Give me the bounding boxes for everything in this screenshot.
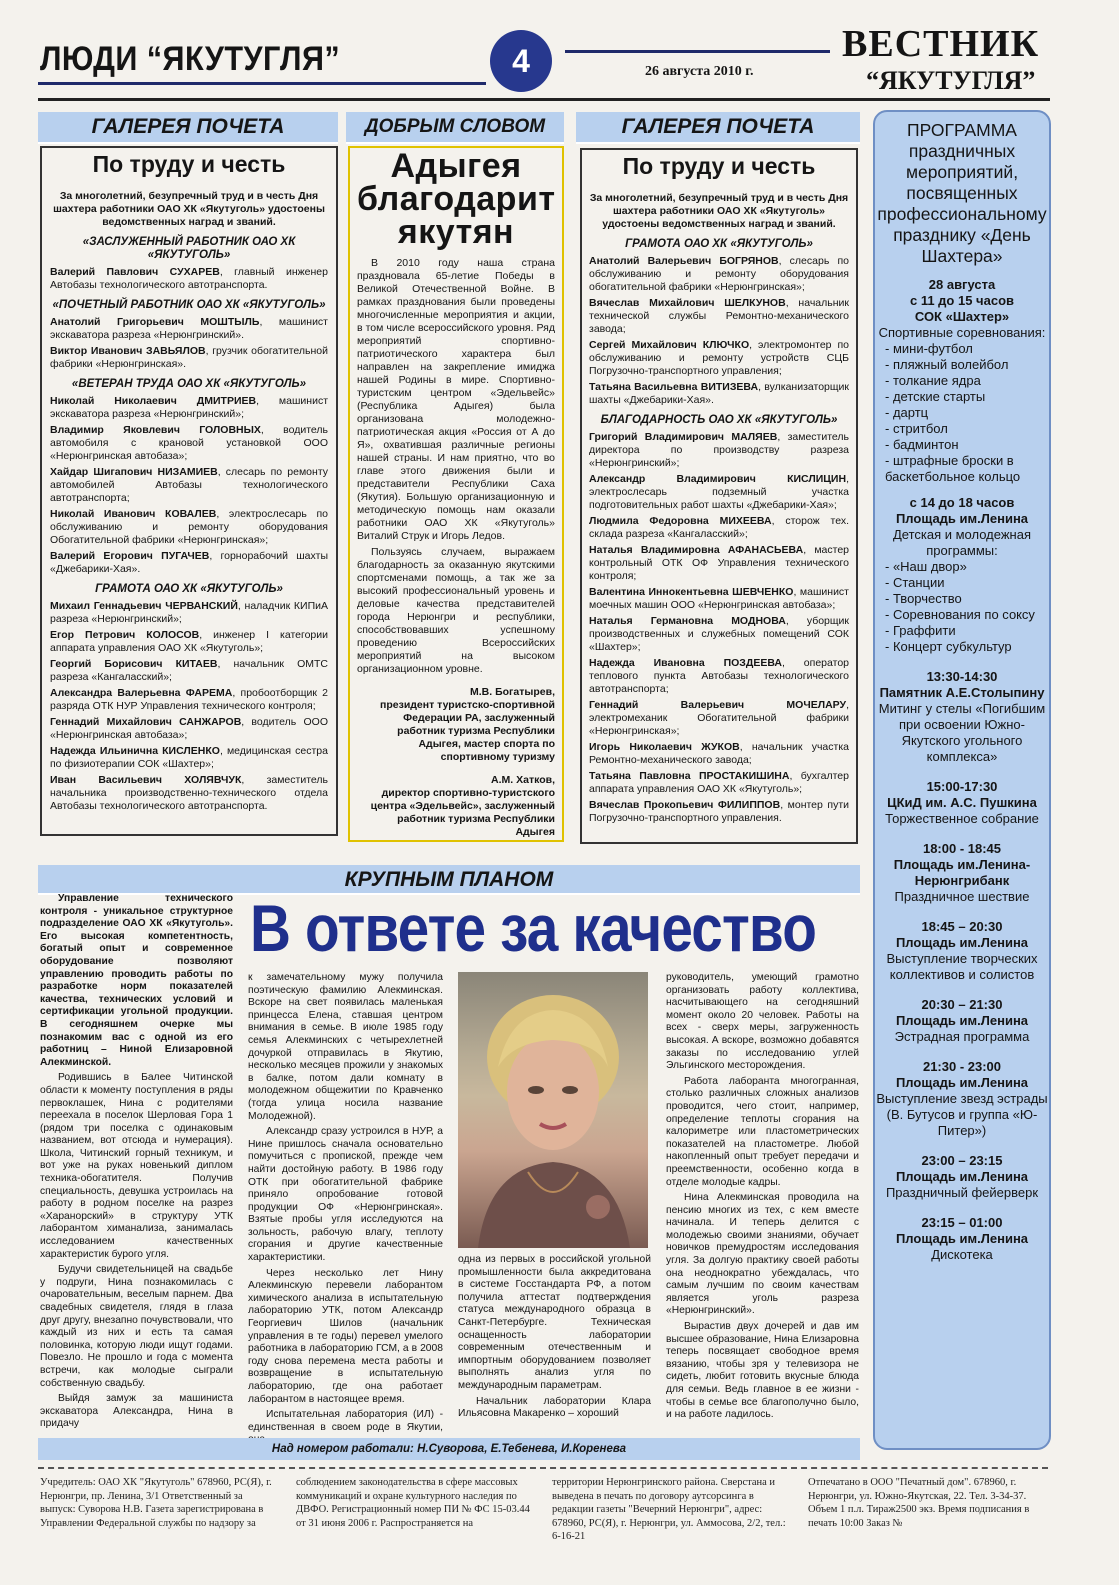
feature-paragraph: к замечательному мужу получила поэтическую фамилию Алекминская. Вскоре на свет появилась маленькая принцесса Елена, ставшая центром внимания в семье. В июле 1985 году семья Алекминских с четырехлетней дочуркой отправилась в Якутию, несколько месяцев прожили у знакомых в балке, потом дали комнату в молодежном общежитии по Кравченко (тогда улица носила название Молодежной). [248,972,443,1122]
program-block: с 14 до 18 часов Площадь им.Ленина Детская и молодежная программы: [892,495,1031,558]
header-rule-right [565,50,830,53]
award-heading: ГРАМОТА ОАО ХК «ЯКУТУГОЛЬ» [625,238,813,250]
honor-box-2 [580,148,858,844]
award-entry: Александр Владимирович КИСЛИЦИН, электрослесарь подземный участка подготовительных работ шахты «Джебарики-Хая»; [589,473,849,511]
award-entry: Геннадий Михайлович САНЖАРОВ, водитель ООО «Нерюнгринская автобаза»; [50,716,328,741]
adygea-title: Адыгея благодарит якутян [357,147,556,251]
feature-col-3 [458,1254,651,1424]
award-entry: Наталья Владимировна АФАНАСЬЕВА, мастер контрольный ОТК ОФ Управления технического контроля; [589,544,849,582]
feature-title: В ответе за качество [250,891,817,965]
header-rule-left [38,82,486,85]
award-entry: Иван Васильевич ХОЛЯВЧУК, заместитель начальника производственно-технического отдела Автобазы технологического автотранспорта. [50,774,328,812]
list-item: - мини-футбол [885,341,973,356]
award-entry: Николай Иванович КОВАЛЕВ, электрослесарь по обслуживанию и ремонту оборудования Обогатительной фабрики «Нерюнгринская»; [50,508,328,546]
feature-paragraph: Нина Алекминская проводила на пенсию многих из тех, с кем вместе начинала. И теперь делится с молодежью своими знаниями, обучает новичков премудростям исследования угля. За долгую практику своей работы она неоднократно убеждалась, что самым лучшим по своим качествам является уголь разреза «Нерюнгринский». [666,1192,859,1317]
feature-col-1 [40,893,233,1434]
feature-paragraph: Вырастив двух дочерей и дав им высшее образование, Нина Елизаровна теперь посвящает свободное время вязанию, чтобы зря у телевизора не сидеть, любит готовить вкусные блюда для семьи. Ведь главное в ее жизни - чтобы в семье все благополучно было, и на работе ладилось. [666,1321,859,1421]
list-item: - дартц [885,405,929,420]
award-entry: Егор Петрович КОЛОСОВ, инженер I категории аппарата управления ОАО ХК «Якутуголь»; [50,629,328,654]
list-item: - Соревнования по сокcу [885,607,1035,622]
adygea-paragraph: В 2010 году наша страна праздновала 65-летие Победы в Великой Отечественной Войне. В рамках празднования были проведены многочисленные мероприятия и акции, в том числе всероссийского уровня. Ряд мероприятий спортивно-патриотического характера был направлен на закрепление имиджа нашей Родины в мире. Спортивно-туристским центром «Эдельвейс» (Республика Адыгея) была организована молодежно-патриотическая акция «Россия от А до Я», охватившая различные регионы нашей страны. И нам приятно, что во главе этого движения были и представители Республики Саха (Якутия). Большую организационную и методическую помощь нам оказали работники ОАО ХК «Якутуголь» Виталий Струк и Игорь Ледов. [357,257,555,542]
award-entry: Александра Валерьевна ФАРЕМА, пробоотборщик 2 разряда ОТК НУР Управления технического контроля; [50,687,328,712]
feature-col-2 [248,972,443,1450]
list-item: - бадминтон [885,437,959,452]
sport-list [875,341,1049,485]
feature-lead: Управление технического контроля - уникальное структурное подразделение ОАО ХК «Якутуголь». Его высокая компетентность, богатый опыт и современное оборудование позволяют управлению проводить работы по разработке норм показателей качества, технических условий и сертификации угольной продукции. В сегодняшнем очерке мы познакомим вас с одной из его работниц – Ниной Елизаровной Алекминской. [40,893,233,1068]
program-block: 28 августа с 11 до 15 часов СОК «Шахтер» Спортивные соревнования: [878,277,1046,340]
award-entry: Валентина Иннокентьевна ШЕВЧЕНКО, машинист моечных машин ООО «Нерюнгринская автобаза»; [589,586,849,611]
program-title: ПРОГРАММА праздничных мероприятий, посвященных профессиональному празднику «День Шахтера» [877,120,1047,266]
program-event: 20:30 – 21:30 Площадь им.Ленина Эстрадная программа [894,997,1030,1044]
feature-paragraph: Начальник лаборатории Клара Ильясовна Макаренко – хороший [458,1395,651,1420]
award-entry: Николай Николаевич ДМИТРИЕВ, машинист экскаватора разреза «Нерюнгринский»; [50,395,328,420]
program-event: 15:00-17:30 ЦКиД им. А.С. Пушкина Торжественное собрание [885,779,1039,826]
band-gallery-2: ГАЛЕРЕЯ ПОЧЕТА [576,112,860,144]
award-entry: Надежда Ильинична КИСЛЕНКО, медицинская сестра по физиотерапии СОК «Шахтер»; [50,745,328,770]
footer-registration: соблюдением законодательства в сфере массовых коммуникаций и охране культурного наследия по ДВФО. Регистрационный номер ПИ № ФС 15-03.44 от 31 июня 2006 г. Распространяется на [296,1477,530,1529]
adygea-text [357,257,555,676]
award-heading: «ЗАСЛУЖЕННЫЙ РАБОТНИК ОАО ХК «ЯКУТУГОЛЬ» [82,236,296,261]
list-item: - Граффити [885,623,956,638]
feature-paragraph: Родившись в Балее Читинской области к моменту поступления в ряды первоклашек, Нина с родителями переехала в поселок Шерловая Гора 1 (рядом три поселка с одинаковым названием, вот отсюда и нумерация). Школа, Читинский горный техникум, и вот уже на руках новенький диплом техника-обогатителя. Получив специальность, девушка устроилась на работу в родном поселке на разрез «Харанорский» в структуру УТК лаборантом химанализа, занималась исследованием качественных характеристик бурого угля. [40,1072,233,1260]
award-entry: Вячеслав Михайлович ШЕЛКУНОВ, начальник технической службы Ремонтно-механического завода; [589,297,849,335]
masthead-subtitle: “ЯКУТУГЛЯ” [866,66,1036,95]
program-sidebar [873,110,1051,1450]
signature-1: М.В. Богатырев, президент туристско-спортивной Федерации РА, заслуженный работник туризма Республики Адыгея, мастер спорта по спортивному туризму [380,686,555,763]
honor-box-title: По труду и честь [92,151,286,177]
issue-date: 26 августа 2010 г. [645,64,754,79]
feature-paragraph: руководитель, умеющий грамотно организовать работу коллектива, насчитывающего на сегодняшний момент около 20 человек. Работы на всех - сверх меры, загруженность высокая. А вскоре, возможно добавятся заказы по исследованию углей Эльгинского месторождения. [666,972,859,1072]
list-item: - Концерт субкультур [885,639,1012,654]
list-item: - Станции [885,575,945,590]
list-item: - «Наш двор» [885,559,967,574]
section-title: ЛЮДИ “ЯКУТУГЛЯ” [40,40,341,78]
program-event: 21:30 - 23:00 Площадь им.Ленина Выступление звезд эстрады (В. Бутусов и группа «Ю-Питер») [876,1059,1048,1138]
list-item: - Творчество [885,591,962,606]
band-krupnym: КРУПНЫМ ПЛАНОМ [38,865,860,895]
credits-bar: Над номером работали: Н.Суворова, Е.Тебенева, И.Коренева [38,1438,860,1460]
band-kind-word: ДОБРЫМ СЛОВОМ [346,112,564,144]
award-entry: Татьяна Васильевна ВИТИЗЕВА, вулканизаторщик шахты «Джебарики-Хая». [589,381,849,406]
feature-paragraph: Испытательная лаборатория (ИЛ) - единственная в своем роде в Якутии, [248,1409,443,1433]
header-divider [38,98,1050,101]
list-item: - пляжный волейбол [885,357,1009,372]
award-entry: Наталья Германовна МОДНОВА, уборщик производственных и служебных помещений СОК «Шахтер»; [589,615,849,653]
masthead-title: ВЕСТНИК [842,23,1040,65]
feature-paragraph: Через несколько лет Нину Алекминскую перевели лаборантом химического анализа в испытательную лабораторию УТК, потом Александр Георгиевич Шилов (начальник управления в те годы) перевел умелого работника в лабораторию ГСМ, а в 2008 году снова перемена места работы и возвращение в испытательную лабораторию, где она работает лаборантом в настоящее время. [248,1267,443,1405]
award-entry: Владимир Яковлевич ГОЛОВНЫХ, водитель автомобиля с крановой установкой ООО «Нерюнгринская автобаза»; [50,424,328,462]
award-heading: «ПОЧЕТНЫЙ РАБОТНИК ОАО ХК «ЯКУТУГОЛЬ» [52,299,326,311]
feature-paragraph: Александр сразу устроился в НУР, а Нине пришлось сначала основательно помучиться с пропиской, прежде чем найти достойную работу. В 1986 году ОТК при обогатительной фабрике приняло опробование готовой продукции ОФ «Нерюнгринская». Взятые пробы угля исследуются на зольность, рабочую влагу, теплоту сгорания и другие качественные характеристики. [248,1126,443,1264]
award-entry: Игорь Николаевич ЖУКОВ, начальник участка Ремонтно-механического завода; [589,741,849,766]
award-entry: Валерий Павлович СУХАРЕВ, главный инженер Автобазы технологического автотранспорта. [50,266,328,291]
award-entry: Геннадий Валерьевич МОЧЕЛАРУ, электромеханик Обогатительной фабрики «Нерюнгринская»; [589,699,849,737]
award-entry: Виктор Иванович ЗАВЬЯЛОВ, грузчик обогатительной фабрики «Нерюнгринская». [50,345,329,370]
footer-publisher: Учредитель: ОАО ХК "Якутуголь" 678960, РС(Я), г. Нерюнгри, пр. Ленина, 3/1 Ответственный за выпуск: Суворова Н.В. Газета зарегистрирована в Управлении Федеральной службы по надзору за [40,1477,272,1529]
footer-printing: Отпечатано в ООО "Печатный дом". 678960, г. Нерюнгри, ул. Южно-Якутская, 22. Тел. 3-34-37. Объем 1 п.л. Тираж2500 экз. Время подписания в печать 10:00 Заказ № [808,1477,1030,1529]
award-entry: Григорий Владимирович МАЛЯЕВ, заместитель директора по производству разреза «Нерюнгринский»; [589,431,849,469]
portrait-photo [458,972,648,1248]
award-entry: Анатолий Григорьевич МОШТЫЛЬ, машинист экскаватора разреза «Нерюнгринский». [50,316,328,341]
band-gallery-1: ГАЛЕРЕЯ ПОЧЕТА [38,112,338,144]
honor-list-2 [589,192,849,825]
program-event: 13:30-14:30 Памятник А.Е.Столыпину Митинг у стелы «Погибшим при освоении Южно-Якутского угольного комплекса» [878,669,1046,764]
honor-intro: За многолетний, безупречный труд и в честь Дня шахтера работники ОАО ХК «Якутуголь» удостоены ведомственных наград и званий. [53,190,325,228]
program-event: 23:00 – 23:15 Площадь им.Ленина Праздничный фейерверк [885,1153,1039,1200]
list-item: - стритбол [885,421,948,436]
award-entry: Валерий Егорович ПУГАЧЕВ, горнорабочий шахты «Джебарики-Хая». [50,550,328,575]
award-entry: Анатолий Валерьевич БОГРЯНОВ, слесарь по обслуживанию и ремонту оборудования обогатительной фабрики «Нерюнгринская»; [589,255,849,293]
award-heading: БЛАГОДАРНОСТЬ ОАО ХК «ЯКУТУГОЛЬ» [600,414,838,426]
feature-paragraph: Выйдя замуж за машиниста экскаватора Александра, Нина в придачу [40,1393,233,1430]
award-entry: Михаил Геннадьевич ЧЕРВАНСКИЙ, наладчик КИПиА разреза «Нерюнгринский»; [50,600,328,625]
award-entry: Георгий Борисович КИТАЕВ, начальник ОМТС разреза «Кангаласский»; [50,658,328,683]
adygea-box [348,146,564,842]
award-entry: Сергей Михайлович КЛЮЧКО, электромонтер по обслуживанию и ремонту устройств СЦБ Погрузочно-транспортного управления; [589,339,849,377]
honor-box-1 [40,146,338,836]
program-event: 23:15 – 01:00 Площадь им.Ленина Дискотека [895,1215,1029,1262]
award-entry: Татьяна Павловна ПРОСТАКИШИНА, бухгалтер аппарата управления ОАО ХК «Якутуголь»; [589,770,849,795]
list-item: - детские старты [885,389,986,404]
feature-paragraph: Работа лаборанта многогранная, столько различных сложных анализов проводится, чего стоит, например, определение теплоты сгорания на калориметре или пластометрических показателей на пластометре. Любой накопленный опыт требует передачи и преемственности, особенно когда в отделе молодые кадры. [666,1075,859,1188]
list-item: - толкание ядра [885,373,981,388]
award-entry: Хайдар Шигапович НИЗАМИЕВ, слесарь по ремонту автомобилей Автобазы технологического автотранспорта; [50,466,329,504]
award-entry: Людмила Федоровна МИХЕЕВА, сторож тех. склада разреза «Кангаласский»; [589,515,849,540]
award-entry: Вячеслав Прокопьевич ФИЛИППОВ, монтер пути Погрузочно-транспортного управления. [589,799,849,824]
signature-2: А.М. Хатков, директор спортивно-туристского центра «Эдельвейс», заслуженный работник туризма Республики Адыгея [370,774,555,838]
award-heading: «ВЕТЕРАН ТРУДА ОАО ХК «ЯКУТУГОЛЬ» [71,378,307,390]
award-entry: Надежда Ивановна ПОЗДЕЕВА, оператор теплового пункта Автобазы технологического автотранспорта; [589,657,849,695]
honor-intro: За многолетний, безупречный труд и в честь Дня шахтера работники ОАО ХК «Якутуголь» удостоены ведомственных наград и званий. [589,192,849,230]
honor-box-title: По труду и честь [622,153,816,179]
program-event: 18:00 - 18:45 Площадь им.Ленина-Нерюнгрибанк Праздничное шествие [893,841,1031,904]
feature-paragraph: одна из первых в российской угольной промышленности была аккредитована в системе Госстандарта РФ, а потом получила аттестат подтверждения статуса международного образца в Санкт-Петербурге. Техническая оснащенность лаборатории современным отечественным и импортным оборудованием позволяет выполнять анализ угля по международным параметрам. [458,1254,651,1391]
list-item: - штрафные броски в баскетбольное кольцо [885,453,1021,484]
portrait-illustration [458,972,648,1248]
feature-col-4 [666,972,859,1425]
adygea-paragraph: Пользуясь случаем, выражаем благодарность за оказанную якутскими спортсменами помощь, а так же за высокий профессиональный уровень и деловые качества представителей города Нерюнгри и республики, способствовавших успешному проведению Всероссийских мероприятий на высоком организационном уровне. [357,546,555,675]
page-number: 4 [490,30,552,92]
footer-divider [38,1467,1048,1469]
honor-list-1 [50,190,328,813]
award-heading: ГРАМОТА ОАО ХК «ЯКУТУГОЛЬ» [95,583,283,595]
program-event: 18:45 – 20:30 Площадь им.Ленина Выступление творческих коллективов и солистов [886,919,1038,982]
footer-distribution: территории Нерюнгринского района. Сверстана и выведена в печать по договору аутсорсинга в редакции газеты "Вечерний Нерюнгри", адрес: 678960, РС(Я), г. Нерюнгри, ул. Аммосова, 2/2, тел.: 6-16-21 [552,1477,786,1542]
feature-paragraph: Будучи свидетельницей на свадьбе у подруги, Нина познакомилась с очаровательным, веселым парнем. Два свадебных свидетеля, глядя в глаза друг другу, внезапно почувствовали, что каждый из них и есть та самая половинка, которую люди ищут годами. Повезло. Не прошло и года с момента встречи, как молодые сыграли собственную свадьбу. [40,1264,233,1389]
kids-list [875,559,1049,655]
